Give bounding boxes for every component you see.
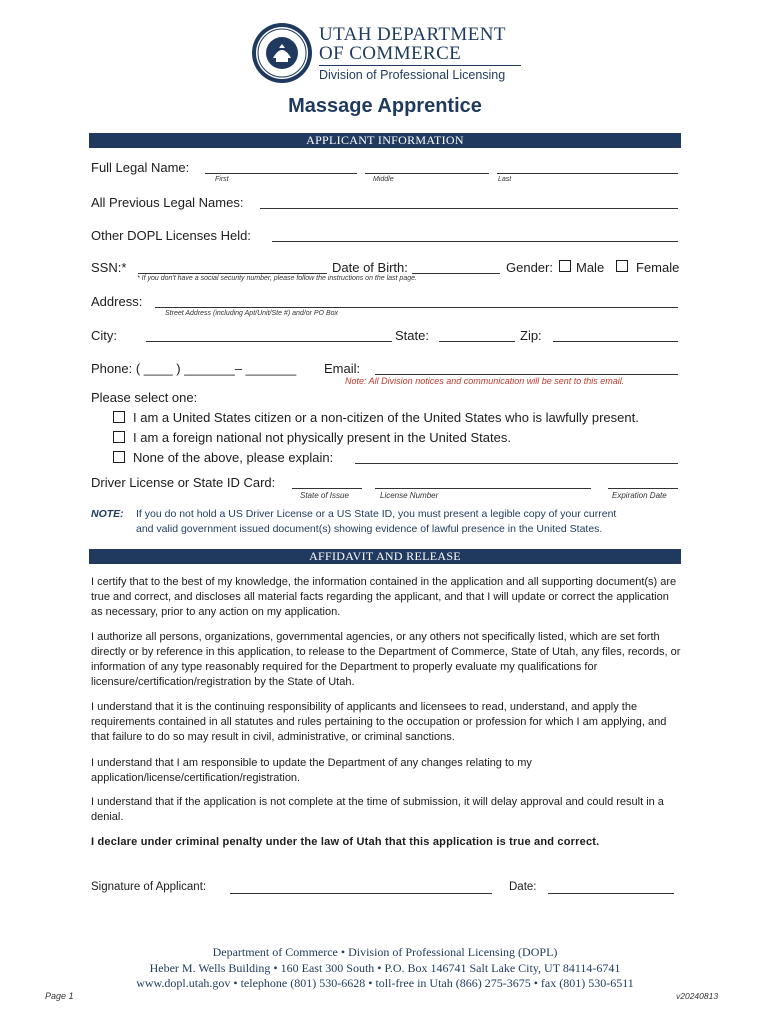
dl-expiration-caption: Expiration Date [612,491,667,500]
last-name-field[interactable] [497,173,678,174]
address-caption: Street Address (including Apt/Unit/Ste #) and/or PO Box [165,310,339,317]
state-label: State: [395,328,429,343]
dl-expiration-field[interactable] [608,488,678,489]
dl-state-field[interactable] [292,488,362,489]
other-licenses-field[interactable] [272,241,678,242]
address-label: Address: [91,294,143,309]
phone-field[interactable]: Phone: ( ____ ) _______– _______ [91,361,297,376]
email-field[interactable] [375,374,678,375]
section-header-affidavit: AFFIDAVIT AND RELEASE [89,549,681,564]
footer-line-3: www.dopl.utah.gov • telephone (801) 530-6628 • toll-free in Utah (866) 275-3675 • fax (801) 530-6511 [136,976,634,990]
header-divider [319,65,521,66]
signature-date-field[interactable] [548,893,674,894]
dob-field[interactable] [412,273,500,274]
signature-label: Signature of Applicant: [91,881,207,893]
note-text-line2: and valid government issued document(s) showing evidence of lawful presence in the United States. [136,523,603,535]
previous-names-field[interactable] [260,208,678,209]
zip-label: Zip: [520,328,542,343]
affidavit-paragraph-3: I understand that it is the continuing responsibility of applicants and licensees to read, understand, and apply the requirements contained in all statutes and rules pertaining to the occupation or profession for which I am applying, and that failure to do so may result in civil, administrative, or criminal sanctions. [91,701,667,743]
org-name-line2: OF COMMERCE [319,43,462,64]
utah-seal-icon [251,22,313,84]
affidavit-paragraph-1: I certify that to the best of my knowledge, the information contained in the application and all supporting document(s) are true and correct, and discloses all material facts regarding the applicant, and that I will update or correct the application as necessary, prior to any action on my application. [91,576,677,618]
zip-field[interactable] [553,341,678,342]
dl-number-caption: License Number [380,491,439,500]
gender-female-label: Female [636,260,680,275]
option-none-checkbox[interactable] [113,451,125,463]
affidavit-paragraph-5: I understand that if the application is not complete at the time of submission, it will delay approval and could result in a denial. [91,796,664,823]
form-title: Massage Apprentice [288,95,482,117]
ssn-label: SSN:* [91,260,127,275]
section-header-applicant: APPLICANT INFORMATION [89,133,681,148]
dob-label: Date of Birth: [332,260,408,275]
note-label: NOTE: [91,508,124,520]
gender-male-checkbox[interactable] [559,260,571,272]
email-label: Email: [324,361,361,376]
form-version: v20240813 [676,991,719,1001]
gender-female-checkbox[interactable] [616,260,628,272]
email-note: Note: All Division notices and communication will be sent to this email. [345,376,625,386]
division-name: Division of Professional Licensing [319,68,506,82]
gender-male-label: Male [576,260,605,275]
option-us-citizen-label: I am a United States citizen or a non-citizen of the United States who is lawfully present. [133,410,639,425]
state-field[interactable] [439,341,515,342]
option-foreign-national-label: I am a foreign national not physically present in the United States. [133,430,511,445]
page-number: Page 1 [45,991,74,1001]
full-name-label: Full Legal Name: [91,160,190,175]
dl-state-caption: State of Issue [300,491,349,500]
dl-number-field[interactable] [375,488,591,489]
middle-name-field[interactable] [365,173,489,174]
gender-label: Gender: [506,260,553,275]
ssn-field[interactable] [138,273,327,274]
last-caption: Last [498,176,512,183]
first-caption: First [215,176,229,183]
city-field[interactable] [146,341,392,342]
previous-names-label: All Previous Legal Names: [91,195,244,210]
signature-date-label: Date: [509,881,537,893]
footer-line-1: Department of Commerce • Division of Professional Licensing (DOPL) [212,945,558,959]
driver-license-label: Driver License or State ID Card: [91,475,276,490]
declaration-statement: I declare under criminal penalty under the law of Utah that this application is true and correct. [91,836,600,848]
footer-line-2: Heber M. Wells Building • 160 East 300 South • P.O. Box 146741 Salt Lake City, UT 84114-6741 [149,961,621,975]
note-text-line1: If you do not hold a US Driver License or a US State ID, you must present a legible copy of your current [136,508,617,520]
org-name-line1: UTAH DEPARTMENT [319,24,506,45]
first-name-field[interactable] [205,173,357,174]
option-none-label: None of the above, please explain: [133,450,334,465]
option-none-explain-field[interactable] [355,463,678,464]
option-foreign-national-checkbox[interactable] [113,431,125,443]
other-licenses-label: Other DOPL Licenses Held: [91,228,251,243]
city-label: City: [91,328,117,343]
address-field[interactable] [155,307,678,308]
signature-field[interactable] [230,893,492,894]
affidavit-paragraph-2: I authorize all persons, organizations, governmental agencies, or any others not specifically listed, which are set forth directly or by reference in this application, to release to the Department of Commerce, State of Utah, any files, records, or information of any type reasonably required for the Department to properly evaluate my qualifications for licensure/certification/registration by the State of Utah. [91,631,681,688]
please-select-label: Please select one: [91,390,198,405]
affidavit-paragraph-4: I understand that I am responsible to update the Department of any changes relating to my application/license/certification/registration. [91,757,532,784]
ssn-note: * If you don't have a social security number, please follow the instructions on the last page. [137,275,417,282]
middle-caption: Middle [373,176,394,183]
option-us-citizen-checkbox[interactable] [113,411,125,423]
